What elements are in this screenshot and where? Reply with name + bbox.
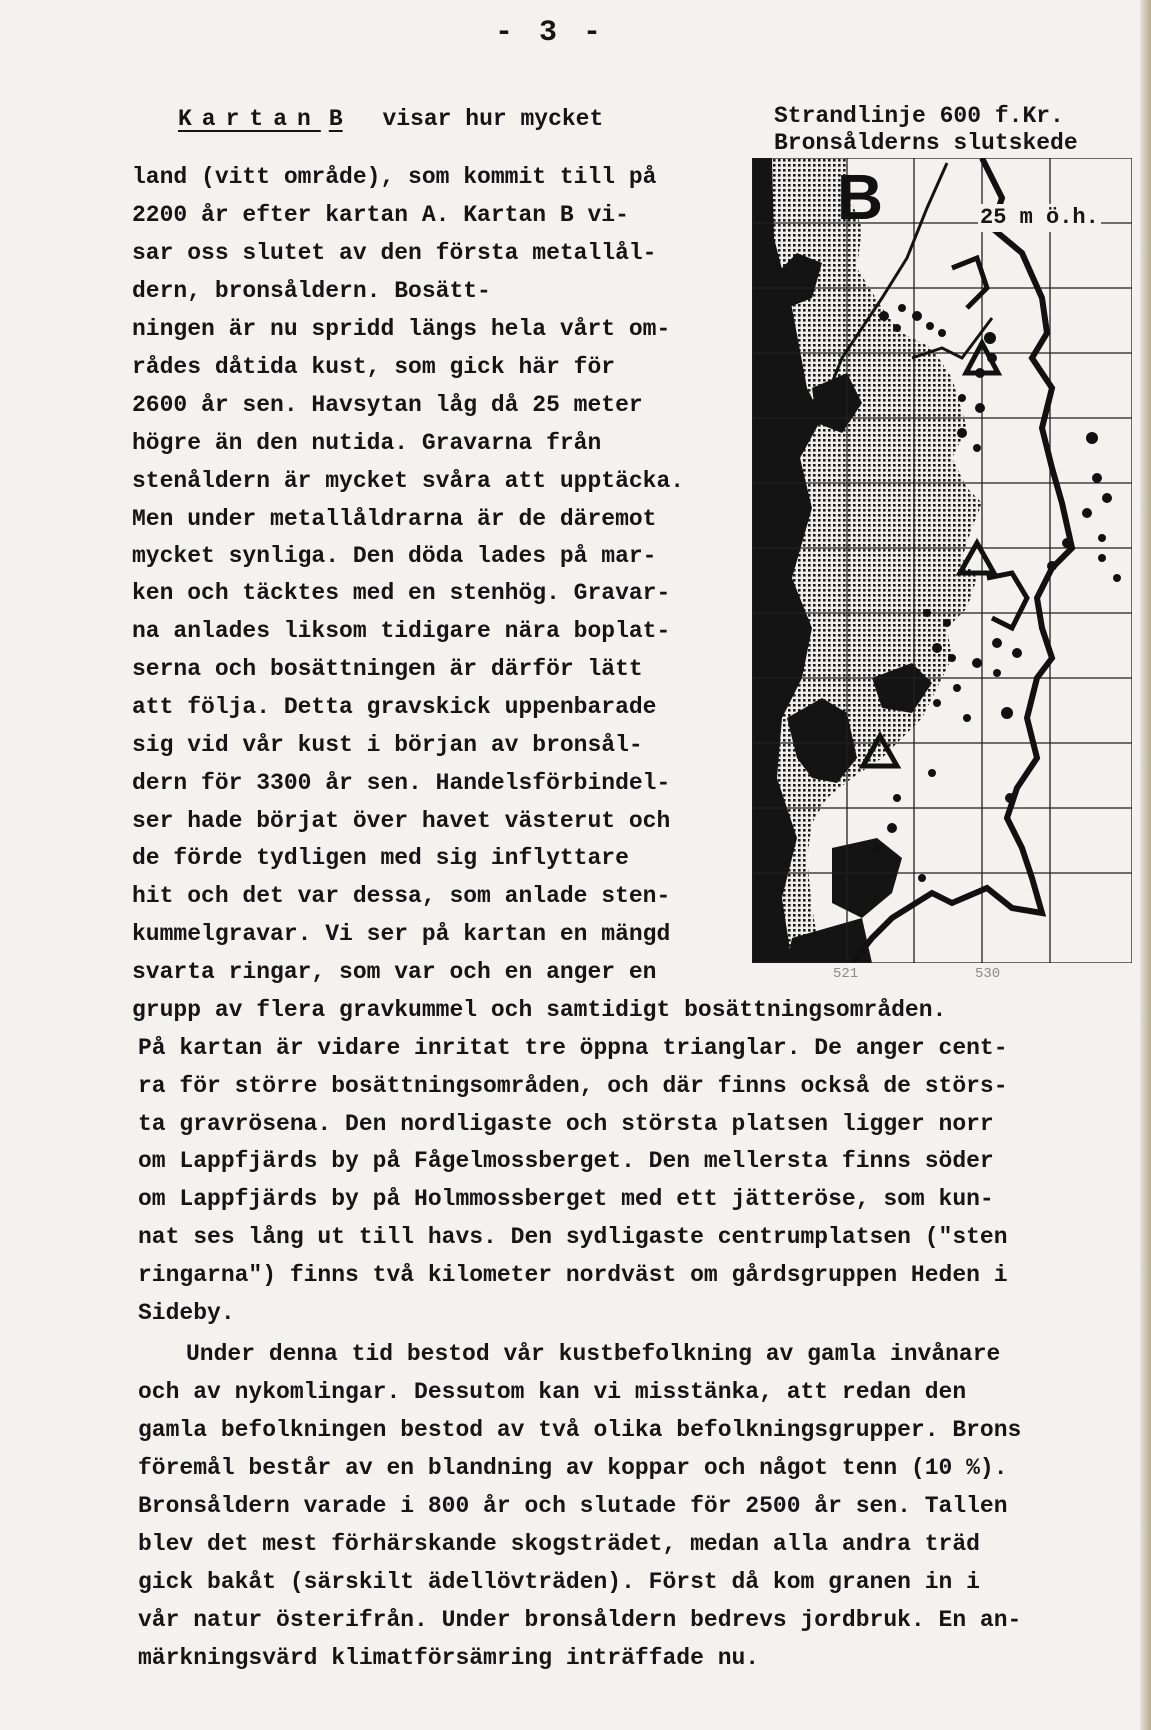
- text-line: att följa. Detta gravskick uppenbarade: [132, 694, 657, 720]
- map-tick-label: 521: [833, 966, 859, 982]
- text-line: vår natur österifrån. Under bronsåldern bedrevs jordbruk. En an-: [138, 1607, 1022, 1633]
- text-line: kummelgravar. Vi ser på kartan en mängd: [132, 921, 671, 947]
- text-line: hit och det var dessa, som anlade sten-: [132, 883, 671, 909]
- text-line: gamla befolkningen bestod av två olika befolkningsgrupper. Brons: [138, 1417, 1022, 1443]
- text-line: gick bakåt (särskilt ädellövträden). Först då kom granen in i: [138, 1569, 980, 1595]
- text-line: sar oss slutet av den första metallål-: [132, 240, 657, 266]
- text-line: Sideby.: [138, 1300, 235, 1326]
- map-b-illustration: [752, 158, 1132, 963]
- text-line: ra för större bosättningsområden, och där finns också de störs-: [138, 1073, 1008, 1099]
- text-line: na anlades liksom tidigare nära boplat-: [132, 618, 671, 644]
- text-line: de förde tydligen med sig inflyttare: [132, 845, 629, 871]
- page-number: - 3 -: [494, 16, 605, 50]
- text-line: ta gravrösena. Den nordligaste och största platsen ligger norr: [138, 1111, 994, 1137]
- map-header-line1: Strandlinje 600 f.Kr.: [774, 103, 1064, 129]
- text-line: mycket synliga. Den döda lades på mar-: [132, 543, 657, 569]
- text-line: ringarna") finns två kilometer nordväst om gårdsgruppen Heden i: [138, 1262, 1008, 1288]
- text-line: dern för 3300 år sen. Handelsförbindel-: [132, 770, 671, 796]
- text-line: om Lappfjärds by på Holmmossberget med ett jätteröse, som kun-: [138, 1186, 994, 1212]
- map-letter-b: B: [836, 161, 884, 233]
- text-line: serna och bosättningen är därför lätt: [132, 656, 643, 682]
- text-line: föremål består av en blandning av koppar och något tenn (10 %).: [138, 1455, 1008, 1481]
- text-line: Under denna tid bestod vår kustbefolkning av gamla invånare: [186, 1341, 1001, 1367]
- text-line: 2600 år sen. Havsytan låg då 25 meter: [132, 392, 643, 418]
- text-line: På kartan är vidare inritat tre öppna trianglar. De anger cent-: [138, 1035, 1008, 1061]
- text-line: 2200 år efter kartan A. Kartan B vi-: [132, 202, 629, 228]
- text-line: land (vitt område), som kommit till på: [132, 164, 657, 190]
- text-line: ningen är nu spridd längs hela vårt om-: [132, 316, 671, 342]
- text-line: ken och täcktes med en stenhög. Gravar-: [132, 580, 671, 606]
- map-elevation-label: 25 m ö.h.: [980, 205, 1099, 230]
- text-line: blev det mest förhärskande skogsträdet, medan alla andra träd: [138, 1531, 980, 1557]
- text-line: stenåldern är mycket svåra att upptäcka.: [132, 468, 685, 494]
- heading-kartan: Kartan: [178, 106, 321, 132]
- text-line: grupp av flera gravkummel och samtidigt bosättningsområden.: [132, 997, 947, 1023]
- map-header-line2: Bronsålderns slutskede: [774, 130, 1078, 156]
- text-line: högre än den nutida. Gravarna från: [132, 430, 602, 456]
- text-line: ser hade börjat över havet västerut och: [132, 808, 671, 834]
- paragraph1-heading: [178, 104, 603, 134]
- heading-rest: visar hur mycket: [382, 106, 604, 132]
- text-line: nat ses lång ut till havs. Den sydligaste centrumplatsen ("sten: [138, 1224, 1008, 1250]
- text-line: sig vid vår kust i början av bronsål-: [132, 732, 643, 758]
- text-line: dern, bronsåldern. Bosätt-: [132, 278, 491, 304]
- text-line: märkningsvärd klimatförsämring inträffade nu.: [138, 1645, 760, 1671]
- text-line: och av nykomlingar. Dessutom kan vi misstänka, att redan den: [138, 1379, 967, 1405]
- page-edge: [1140, 0, 1151, 1730]
- heading-letter: B: [328, 106, 343, 132]
- text-line: om Lappfjärds by på Fågelmossberget. Den mellersta finns söder: [138, 1148, 994, 1174]
- map-tick-label: 530: [975, 966, 1001, 982]
- text-line: svarta ringar, som var och en anger en: [132, 959, 657, 985]
- text-line: Bronsåldern varade i 800 år och slutade för 2500 år sen. Tallen: [138, 1493, 1008, 1519]
- text-line: rådes dåtida kust, som gick här för: [132, 354, 616, 380]
- text-line: Men under metallåldrarna är de däremot: [132, 506, 657, 532]
